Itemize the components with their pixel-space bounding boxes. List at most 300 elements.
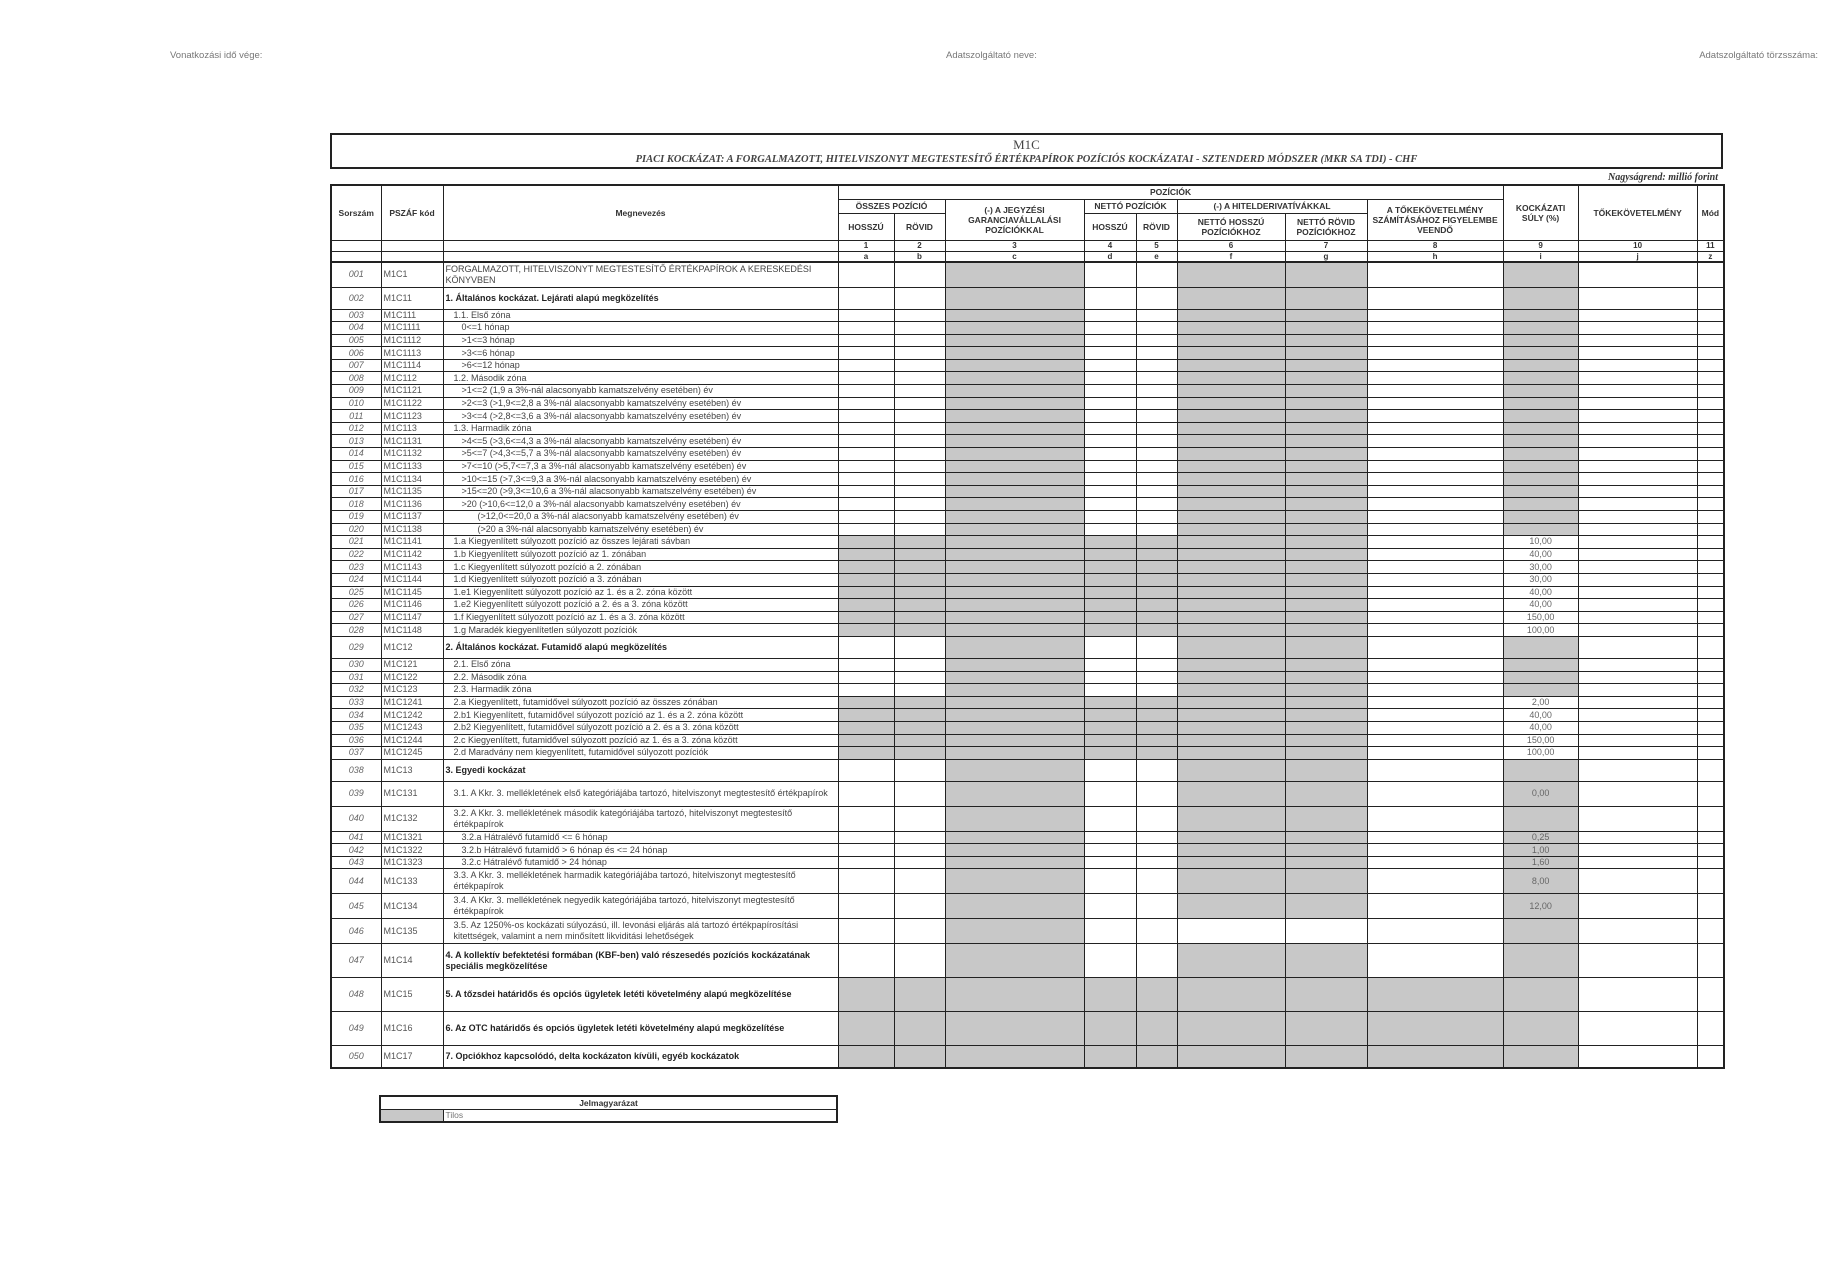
cell-mod[interactable] [1697, 448, 1724, 461]
cell-hosszu[interactable] [838, 781, 894, 806]
cell-netto-hosszu[interactable] [1084, 309, 1136, 322]
cell-mod[interactable] [1697, 410, 1724, 423]
cell-netto-hosszu[interactable] [1084, 448, 1136, 461]
cell-tokekovetelmeny[interactable] [1578, 322, 1697, 335]
cell-deriv-rovid [1285, 262, 1367, 287]
cell-tokekov-figy[interactable] [1367, 485, 1503, 498]
cell-hosszu[interactable] [838, 287, 894, 309]
cell-tokekovetelmeny[interactable] [1578, 287, 1697, 309]
cell-tokekov-figy[interactable] [1367, 435, 1503, 448]
cell-hosszu[interactable] [838, 658, 894, 671]
cell-tokekovetelmeny[interactable] [1578, 831, 1697, 844]
cell-mod[interactable] [1697, 347, 1724, 360]
cell-rovid[interactable] [894, 385, 945, 398]
cell-tokekovetelmeny[interactable] [1578, 498, 1697, 511]
cell-tokekovetelmeny[interactable] [1578, 548, 1697, 561]
cell-hosszu[interactable] [838, 309, 894, 322]
cell-mod[interactable] [1697, 287, 1724, 309]
cell-netto-rovid[interactable] [1136, 448, 1177, 461]
cell-tokekov-figy[interactable] [1367, 561, 1503, 574]
cell-tokekov-figy[interactable] [1367, 523, 1503, 536]
cell-tokekovetelmeny[interactable] [1578, 636, 1697, 658]
cell-netto-hosszu[interactable] [1084, 385, 1136, 398]
cell-netto-rovid[interactable] [1136, 856, 1177, 869]
cell-netto-hosszu[interactable] [1084, 322, 1136, 335]
cell-tokekovetelmeny[interactable] [1578, 1046, 1697, 1068]
cell-deriv-hosszu[interactable] [1177, 919, 1285, 944]
row-number: 008 [331, 372, 381, 385]
cell-tokekov-figy[interactable] [1367, 536, 1503, 549]
cell-tokekov-figy[interactable] [1367, 611, 1503, 624]
cell-netto-hosszu[interactable] [1084, 523, 1136, 536]
cell-tokekovetelmeny[interactable] [1578, 460, 1697, 473]
cell-mod[interactable] [1697, 548, 1724, 561]
cell-mod[interactable] [1697, 759, 1724, 781]
cell-netto-rovid[interactable] [1136, 397, 1177, 410]
cell-netto-hosszu[interactable] [1084, 844, 1136, 857]
cell-tokekov-figy[interactable] [1367, 806, 1503, 831]
cell-mod[interactable] [1697, 734, 1724, 747]
cell-netto-hosszu[interactable] [1084, 287, 1136, 309]
cell-hosszu[interactable] [838, 473, 894, 486]
cell-netto-hosszu[interactable] [1084, 435, 1136, 448]
cell-tokekov-figy[interactable] [1367, 624, 1503, 637]
cell-mod[interactable] [1697, 721, 1724, 734]
cell-hosszu[interactable] [838, 498, 894, 511]
cell-tokekov-figy[interactable] [1367, 944, 1503, 978]
cell-mod[interactable] [1697, 781, 1724, 806]
cell-netto-hosszu[interactable] [1084, 334, 1136, 347]
cell-rovid[interactable] [894, 919, 945, 944]
cell-tokekovetelmeny[interactable] [1578, 536, 1697, 549]
cell-netto-hosszu[interactable] [1084, 473, 1136, 486]
cell-hosszu[interactable] [838, 844, 894, 857]
cell-mod[interactable] [1697, 359, 1724, 372]
cell-tokekovetelmeny[interactable] [1578, 696, 1697, 709]
cell-mod[interactable] [1697, 1046, 1724, 1068]
row-number: 032 [331, 684, 381, 697]
cell-netto-hosszu[interactable] [1084, 856, 1136, 869]
cell-netto-hosszu[interactable] [1084, 894, 1136, 919]
cell-tokekov-figy[interactable] [1367, 844, 1503, 857]
cell-tokekovetelmeny[interactable] [1578, 586, 1697, 599]
cell-rovid[interactable] [894, 944, 945, 978]
cell-netto-rovid[interactable] [1136, 636, 1177, 658]
row-code: M1C1323 [381, 856, 443, 869]
cell-tokekovetelmeny[interactable] [1578, 709, 1697, 722]
cell-mod[interactable] [1697, 322, 1724, 335]
cell-hosszu[interactable] [838, 684, 894, 697]
cell-tokekov-figy[interactable] [1367, 448, 1503, 461]
cell-netto-rovid[interactable] [1136, 385, 1177, 398]
cell-netto-rovid[interactable] [1136, 919, 1177, 944]
cell-tokekov-figy[interactable] [1367, 696, 1503, 709]
cell-hosszu[interactable] [838, 919, 894, 944]
cell-tokekov-figy[interactable] [1367, 684, 1503, 697]
cell-tokekovetelmeny[interactable] [1578, 684, 1697, 697]
cell-hosszu[interactable] [838, 397, 894, 410]
cell-tokekovetelmeny[interactable] [1578, 347, 1697, 360]
cell-netto-rovid[interactable] [1136, 309, 1177, 322]
cell-rovid[interactable] [894, 262, 945, 287]
cell-hosszu[interactable] [838, 435, 894, 448]
cell-mod[interactable] [1697, 709, 1724, 722]
row-code: M1C1137 [381, 511, 443, 524]
cell-tokekov-figy[interactable] [1367, 636, 1503, 658]
cell-tokekovetelmeny[interactable] [1578, 372, 1697, 385]
cell-rovid[interactable] [894, 359, 945, 372]
cell-tokekovetelmeny[interactable] [1578, 734, 1697, 747]
cell-tokekov-figy[interactable] [1367, 334, 1503, 347]
cell-mod[interactable] [1697, 919, 1724, 944]
cell-mod[interactable] [1697, 309, 1724, 322]
cell-tokekov-figy[interactable] [1367, 894, 1503, 919]
cell-netto-hosszu[interactable] [1084, 372, 1136, 385]
cell-tokekov-figy[interactable] [1367, 359, 1503, 372]
cell-netto-hosszu[interactable] [1084, 359, 1136, 372]
cell-hosszu[interactable] [838, 894, 894, 919]
cell-hosszu[interactable] [838, 636, 894, 658]
cell-tokekovetelmeny[interactable] [1578, 759, 1697, 781]
cell-netto-rovid[interactable] [1136, 658, 1177, 671]
cell-netto-rovid[interactable] [1136, 671, 1177, 684]
cell-mod[interactable] [1697, 806, 1724, 831]
cell-hosszu[interactable] [838, 448, 894, 461]
cell-netto-hosszu[interactable] [1084, 460, 1136, 473]
cell-mod[interactable] [1697, 397, 1724, 410]
cell-tokekov-figy[interactable] [1367, 734, 1503, 747]
cell-mod[interactable] [1697, 696, 1724, 709]
cell-hosszu[interactable] [838, 422, 894, 435]
cell-rovid[interactable] [894, 894, 945, 919]
cell-netto-rovid[interactable] [1136, 781, 1177, 806]
cell-tokekovetelmeny[interactable] [1578, 978, 1697, 1012]
cell-mod[interactable] [1697, 385, 1724, 398]
cell-hosszu[interactable] [838, 485, 894, 498]
cell-netto-hosszu[interactable] [1084, 485, 1136, 498]
cell-rovid[interactable] [894, 523, 945, 536]
cell-netto-rovid[interactable] [1136, 498, 1177, 511]
cell-netto-rovid[interactable] [1136, 460, 1177, 473]
cell-tokekov-figy[interactable] [1367, 322, 1503, 335]
cell-mod[interactable] [1697, 611, 1724, 624]
cell-netto-hosszu[interactable] [1084, 944, 1136, 978]
cell-netto-rovid[interactable] [1136, 359, 1177, 372]
cell-tokekovetelmeny[interactable] [1578, 523, 1697, 536]
cell-mod[interactable] [1697, 671, 1724, 684]
cell-netto-hosszu[interactable] [1084, 397, 1136, 410]
cell-tokekov-figy[interactable] [1367, 347, 1503, 360]
cell-netto-rovid[interactable] [1136, 523, 1177, 536]
cell-netto-hosszu[interactable] [1084, 759, 1136, 781]
cell-tokekov-figy[interactable] [1367, 422, 1503, 435]
cell-tokekov-figy[interactable] [1367, 410, 1503, 423]
cell-rovid[interactable] [894, 671, 945, 684]
cell-tokekov-figy[interactable] [1367, 599, 1503, 612]
cell-mod[interactable] [1697, 869, 1724, 894]
cell-tokekov-figy[interactable] [1367, 586, 1503, 599]
cell-mod[interactable] [1697, 856, 1724, 869]
cell-mod[interactable] [1697, 844, 1724, 857]
cell-netto-rovid[interactable] [1136, 422, 1177, 435]
cell-hosszu[interactable] [838, 869, 894, 894]
cell-mod[interactable] [1697, 473, 1724, 486]
cell-tokekov-figy[interactable] [1367, 498, 1503, 511]
cell-tokekov-figy[interactable] [1367, 759, 1503, 781]
cell-hosszu[interactable] [838, 944, 894, 978]
cell-mod[interactable] [1697, 460, 1724, 473]
cell-netto-hosszu[interactable] [1084, 781, 1136, 806]
cell-tokekovetelmeny[interactable] [1578, 334, 1697, 347]
cell-netto-rovid[interactable] [1136, 347, 1177, 360]
cell-rovid[interactable] [894, 372, 945, 385]
cell-hosszu[interactable] [838, 460, 894, 473]
cell-netto-hosszu[interactable] [1084, 658, 1136, 671]
cell-netto-hosszu[interactable] [1084, 806, 1136, 831]
cell-tokekovetelmeny[interactable] [1578, 410, 1697, 423]
cell-tokekov-figy[interactable] [1367, 511, 1503, 524]
cell-netto-hosszu[interactable] [1084, 511, 1136, 524]
cell-netto-hosszu[interactable] [1084, 919, 1136, 944]
cell-mod[interactable] [1697, 586, 1724, 599]
cell-tokekovetelmeny[interactable] [1578, 561, 1697, 574]
cell-rovid[interactable] [894, 347, 945, 360]
cell-rovid[interactable] [894, 806, 945, 831]
cell-netto-rovid[interactable] [1136, 435, 1177, 448]
cell-netto-rovid[interactable] [1136, 262, 1177, 287]
cell-tokekovetelmeny[interactable] [1578, 473, 1697, 486]
cell-netto-rovid[interactable] [1136, 944, 1177, 978]
cell-tokekovetelmeny[interactable] [1578, 511, 1697, 524]
cell-jegyzesi [945, 287, 1084, 309]
cell-tokekov-figy[interactable] [1367, 372, 1503, 385]
cell-rovid[interactable] [894, 498, 945, 511]
cell-netto-rovid[interactable] [1136, 322, 1177, 335]
cell-netto-rovid [1136, 721, 1177, 734]
cell-tokekovetelmeny[interactable] [1578, 806, 1697, 831]
cell-mod[interactable] [1697, 636, 1724, 658]
cell-tokekov-figy[interactable] [1367, 856, 1503, 869]
cell-rovid[interactable] [894, 322, 945, 335]
cell-hosszu[interactable] [838, 671, 894, 684]
cell-tokekov-figy[interactable] [1367, 573, 1503, 586]
cell-hosszu[interactable] [838, 831, 894, 844]
cell-netto-rovid[interactable] [1136, 485, 1177, 498]
cell-tokekov-figy[interactable] [1367, 548, 1503, 561]
cell-tokekov-figy[interactable] [1367, 309, 1503, 322]
cell-mod[interactable] [1697, 262, 1724, 287]
cell-mod[interactable] [1697, 599, 1724, 612]
cell-netto-hosszu[interactable] [1084, 410, 1136, 423]
cell-tokekov-figy[interactable] [1367, 262, 1503, 287]
cell-netto-hosszu[interactable] [1084, 422, 1136, 435]
cell-mod[interactable] [1697, 523, 1724, 536]
cell-tokekov-figy[interactable] [1367, 919, 1503, 944]
cell-tokekovetelmeny[interactable] [1578, 435, 1697, 448]
cell-rovid[interactable] [894, 856, 945, 869]
cell-mod[interactable] [1697, 422, 1724, 435]
cell-tokekov-figy[interactable] [1367, 709, 1503, 722]
cell-tokekovetelmeny[interactable] [1578, 262, 1697, 287]
cell-tokekov-figy[interactable] [1367, 671, 1503, 684]
cell-mod[interactable] [1697, 1012, 1724, 1046]
cell-mod[interactable] [1697, 747, 1724, 760]
cell-netto-rovid[interactable] [1136, 894, 1177, 919]
cell-rovid[interactable] [894, 831, 945, 844]
cell-mod[interactable] [1697, 894, 1724, 919]
cell-netto-rovid[interactable] [1136, 287, 1177, 309]
cell-rovid[interactable] [894, 658, 945, 671]
cell-rovid[interactable] [894, 287, 945, 309]
cell-netto-hosszu[interactable] [1084, 671, 1136, 684]
cell-hosszu[interactable] [838, 523, 894, 536]
cell-rovid[interactable] [894, 397, 945, 410]
cell-mod[interactable] [1697, 511, 1724, 524]
cell-mod[interactable] [1697, 978, 1724, 1012]
cell-rovid[interactable] [894, 448, 945, 461]
cell-netto-rovid[interactable] [1136, 831, 1177, 844]
cell-mod[interactable] [1697, 831, 1724, 844]
cell-netto-rovid[interactable] [1136, 869, 1177, 894]
cell-hosszu[interactable] [838, 359, 894, 372]
cell-tokekovetelmeny[interactable] [1578, 599, 1697, 612]
cell-mod[interactable] [1697, 658, 1724, 671]
cell-tokekovetelmeny[interactable] [1578, 385, 1697, 398]
cell-hosszu[interactable] [838, 372, 894, 385]
cell-tokekovetelmeny[interactable] [1578, 485, 1697, 498]
cell-tokekovetelmeny[interactable] [1578, 359, 1697, 372]
cell-mod[interactable] [1697, 944, 1724, 978]
cell-netto-hosszu[interactable] [1084, 347, 1136, 360]
cell-tokekov-figy[interactable] [1367, 781, 1503, 806]
cell-hosszu[interactable] [838, 410, 894, 423]
cell-tokekovetelmeny[interactable] [1578, 624, 1697, 637]
cell-rovid[interactable] [894, 309, 945, 322]
cell-mod[interactable] [1697, 334, 1724, 347]
cell-tokekovetelmeny[interactable] [1578, 448, 1697, 461]
cell-kockazati-suly: 150,00 [1503, 734, 1578, 747]
cell-hosszu[interactable] [838, 856, 894, 869]
cell-mod[interactable] [1697, 684, 1724, 697]
cell-mod[interactable] [1697, 372, 1724, 385]
cell-tokekov-figy[interactable] [1367, 869, 1503, 894]
cell-rovid[interactable] [894, 684, 945, 697]
cell-netto-rovid[interactable] [1136, 844, 1177, 857]
cell-jegyzesi [945, 978, 1084, 1012]
cell-tokekov-figy[interactable] [1367, 287, 1503, 309]
row-code: M1C131 [381, 781, 443, 806]
cell-tokekovetelmeny[interactable] [1578, 721, 1697, 734]
cell-tokekovetelmeny[interactable] [1578, 844, 1697, 857]
cell-rovid[interactable] [894, 435, 945, 448]
cell-netto-rovid[interactable] [1136, 759, 1177, 781]
cell-tokekov-figy[interactable] [1367, 658, 1503, 671]
cell-hosszu[interactable] [838, 334, 894, 347]
cell-rovid[interactable] [894, 422, 945, 435]
cell-netto-hosszu [1084, 573, 1136, 586]
cell-tokekov-figy[interactable] [1367, 397, 1503, 410]
cell-tokekovetelmeny[interactable] [1578, 894, 1697, 919]
cell-hosszu[interactable] [838, 759, 894, 781]
cell-netto-hosszu[interactable] [1084, 869, 1136, 894]
cell-tokekovetelmeny[interactable] [1578, 671, 1697, 684]
cell-rovid[interactable] [894, 511, 945, 524]
cell-jegyzesi [945, 359, 1084, 372]
cell-netto-hosszu[interactable] [1084, 684, 1136, 697]
cell-rovid[interactable] [894, 844, 945, 857]
cell-hosszu[interactable] [838, 385, 894, 398]
cell-tokekovetelmeny[interactable] [1578, 919, 1697, 944]
cell-hosszu[interactable] [838, 262, 894, 287]
cell-tokekovetelmeny[interactable] [1578, 869, 1697, 894]
cell-tokekovetelmeny[interactable] [1578, 422, 1697, 435]
cell-tokekovetelmeny[interactable] [1578, 309, 1697, 322]
cell-tokekov-figy[interactable] [1367, 721, 1503, 734]
cell-mod[interactable] [1697, 485, 1724, 498]
cell-rovid[interactable] [894, 636, 945, 658]
cell-rovid[interactable] [894, 759, 945, 781]
cell-tokekov-figy[interactable] [1367, 385, 1503, 398]
cell-netto-rovid[interactable] [1136, 410, 1177, 423]
cell-tokekovetelmeny[interactable] [1578, 658, 1697, 671]
cell-netto-rovid[interactable] [1136, 684, 1177, 697]
cell-hosszu[interactable] [838, 511, 894, 524]
cell-netto-rovid[interactable] [1136, 511, 1177, 524]
cell-tokekovetelmeny[interactable] [1578, 944, 1697, 978]
cell-tokekov-figy[interactable] [1367, 460, 1503, 473]
cell-tokekovetelmeny[interactable] [1578, 397, 1697, 410]
cell-netto-rovid[interactable] [1136, 806, 1177, 831]
row-label: 1.e1 Kiegyenlített súlyozott pozíció az 1. és a 2. zóna között [443, 586, 838, 599]
cell-mod[interactable] [1697, 624, 1724, 637]
cell-netto-rovid[interactable] [1136, 473, 1177, 486]
cell-hosszu[interactable] [838, 322, 894, 335]
cell-netto-hosszu[interactable] [1084, 262, 1136, 287]
col-number-9: 9 [1503, 240, 1578, 251]
cell-mod[interactable] [1697, 536, 1724, 549]
cell-hosszu[interactable] [838, 806, 894, 831]
cell-mod[interactable] [1697, 573, 1724, 586]
cell-rovid[interactable] [894, 460, 945, 473]
cell-tokekov-figy[interactable] [1367, 473, 1503, 486]
cell-netto-rovid[interactable] [1136, 334, 1177, 347]
cell-deriv-rovid[interactable] [1285, 919, 1367, 944]
cell-rovid[interactable] [894, 485, 945, 498]
cell-netto-hosszu[interactable] [1084, 636, 1136, 658]
cell-tokekovetelmeny[interactable] [1578, 1012, 1697, 1046]
cell-netto-rovid[interactable] [1136, 372, 1177, 385]
cell-tokekovetelmeny[interactable] [1578, 856, 1697, 869]
cell-rovid[interactable] [894, 473, 945, 486]
cell-tokekovetelmeny[interactable] [1578, 573, 1697, 586]
cell-rovid[interactable] [894, 781, 945, 806]
row-label: 3.5. Az 1250%-os kockázati súlyozású, ill. levonási eljárás alá tartozó értékpapírosítási kitettségek, valamint a nem minősített likviditási lehetőségek [443, 919, 838, 944]
cell-tokekov-figy[interactable] [1367, 747, 1503, 760]
cell-mod[interactable] [1697, 435, 1724, 448]
cell-mod[interactable] [1697, 561, 1724, 574]
cell-netto-hosszu[interactable] [1084, 498, 1136, 511]
cell-netto-hosszu[interactable] [1084, 831, 1136, 844]
cell-rovid[interactable] [894, 334, 945, 347]
cell-tokekovetelmeny[interactable] [1578, 747, 1697, 760]
cell-hosszu[interactable] [838, 347, 894, 360]
cell-mod[interactable] [1697, 498, 1724, 511]
cell-rovid[interactable] [894, 410, 945, 423]
cell-tokekovetelmeny[interactable] [1578, 781, 1697, 806]
cell-rovid[interactable] [894, 869, 945, 894]
cell-tokekovetelmeny[interactable] [1578, 611, 1697, 624]
cell-tokekov-figy[interactable] [1367, 831, 1503, 844]
